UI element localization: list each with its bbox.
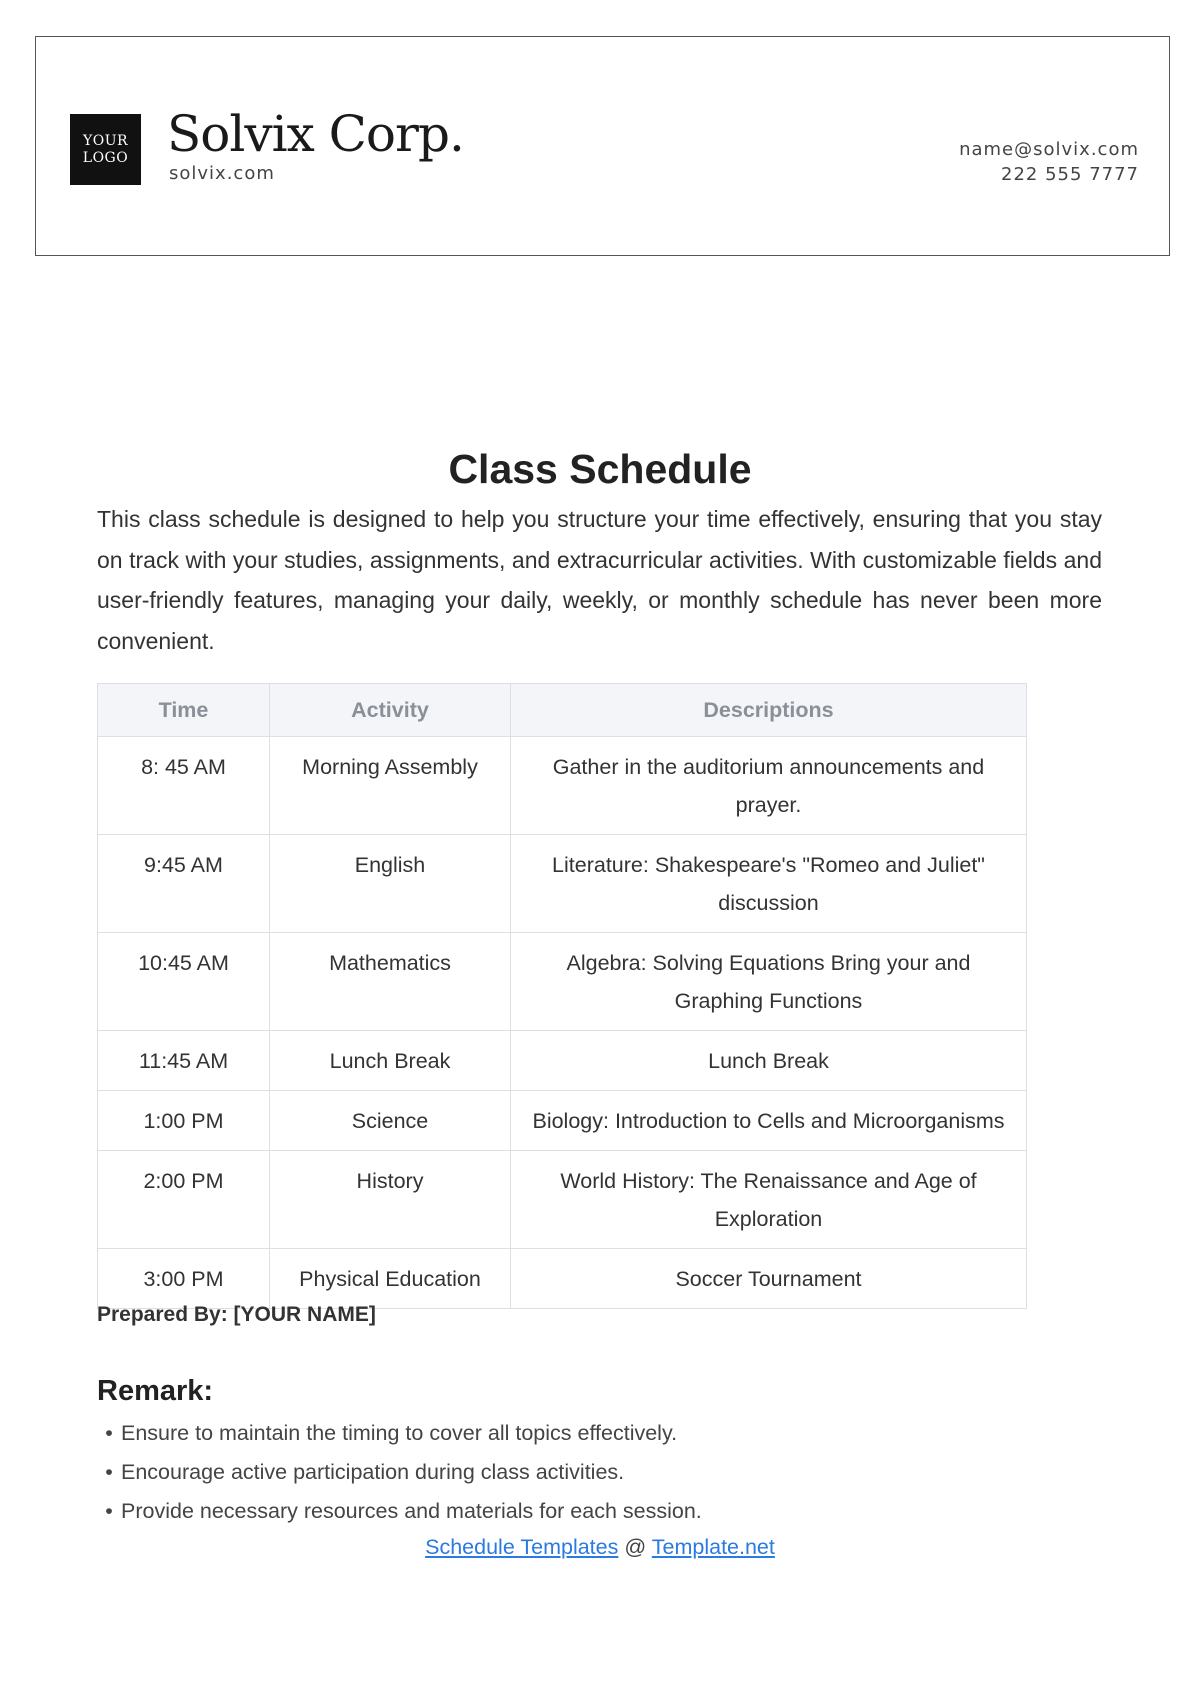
table-row bbox=[98, 835, 1027, 933]
table-row bbox=[98, 737, 1027, 835]
logo-text-line1: YOUR bbox=[82, 132, 129, 149]
intro-paragraph: This class schedule is designed to help you structure your time effectively, ensuring that you stay on track with your studies, assignments, and extracurricular activities. With customizable fields and user-friendly features, managing your daily, weekly, or monthly schedule has never been more convenient. bbox=[97, 506, 1102, 654]
contact-phone: 222 555 7777 bbox=[1001, 164, 1139, 185]
prepared-by: Prepared By: [YOUR NAME] bbox=[97, 1303, 376, 1326]
cell-time: 10:45 AM bbox=[98, 933, 270, 1031]
contact-info bbox=[959, 137, 1139, 187]
column-header-activity: Activity bbox=[270, 684, 511, 737]
cell-activity: Mathematics bbox=[270, 933, 511, 1031]
table-row bbox=[98, 1031, 1027, 1091]
table-row bbox=[98, 1249, 1027, 1309]
cell-description: Lunch Break bbox=[511, 1031, 1027, 1091]
page-title: Class Schedule bbox=[448, 446, 752, 492]
company-website: solvix.com bbox=[169, 163, 275, 184]
column-header-time: Time bbox=[98, 684, 270, 737]
table-header-row bbox=[98, 684, 1027, 737]
table-row bbox=[98, 1151, 1027, 1249]
cell-time: 1:00 PM bbox=[98, 1091, 270, 1151]
table-row bbox=[98, 1091, 1027, 1151]
schedule-templates-link[interactable]: Schedule Templates bbox=[425, 1535, 619, 1559]
cell-description: Gather in the auditorium announcements and prayer. bbox=[511, 737, 1027, 835]
cell-description: Soccer Tournament bbox=[511, 1249, 1027, 1309]
remark-heading: Remark: bbox=[97, 1375, 214, 1407]
cell-description: Algebra: Solving Equations Bring your and Graphing Functions bbox=[511, 933, 1027, 1031]
template-net-link[interactable]: Template.net bbox=[651, 1535, 775, 1559]
contact-email: name@solvix.com bbox=[959, 139, 1139, 160]
cell-activity: History bbox=[270, 1151, 511, 1249]
remark-list bbox=[97, 1414, 702, 1531]
cell-activity: Physical Education bbox=[270, 1249, 511, 1309]
schedule-table bbox=[97, 683, 1027, 1309]
cell-description: World History: The Renaissance and Age of Exploration bbox=[511, 1151, 1027, 1249]
list-item: • Provide necessary resources and materials for each session. bbox=[97, 1492, 702, 1531]
letterhead bbox=[35, 36, 1170, 256]
cell-time: 3:00 PM bbox=[98, 1249, 270, 1309]
footer-separator: @ bbox=[624, 1535, 647, 1559]
column-header-descriptions: Descriptions bbox=[511, 684, 1027, 737]
list-item: • Ensure to maintain the timing to cover all topics effectively. bbox=[97, 1414, 702, 1453]
cell-time: 9:45 AM bbox=[98, 835, 270, 933]
cell-activity: Morning Assembly bbox=[270, 737, 511, 835]
table-row bbox=[98, 933, 1027, 1031]
cell-time: 2:00 PM bbox=[98, 1151, 270, 1249]
company-name: Solvix Corp. bbox=[167, 105, 464, 163]
footer bbox=[0, 1535, 1200, 1560]
cell-activity: English bbox=[270, 835, 511, 933]
cell-description: Literature: Shakespeare's "Romeo and Juliet" discussion bbox=[511, 835, 1027, 933]
company-logo bbox=[70, 114, 141, 185]
cell-time: 8: 45 AM bbox=[98, 737, 270, 835]
cell-description: Biology: Introduction to Cells and Microorganisms bbox=[511, 1091, 1027, 1151]
cell-activity: Science bbox=[270, 1091, 511, 1151]
cell-time: 11:45 AM bbox=[98, 1031, 270, 1091]
cell-activity: Lunch Break bbox=[270, 1031, 511, 1091]
list-item: • Encourage active participation during class activities. bbox=[97, 1453, 702, 1492]
logo-text-line2: LOGO bbox=[82, 149, 129, 166]
